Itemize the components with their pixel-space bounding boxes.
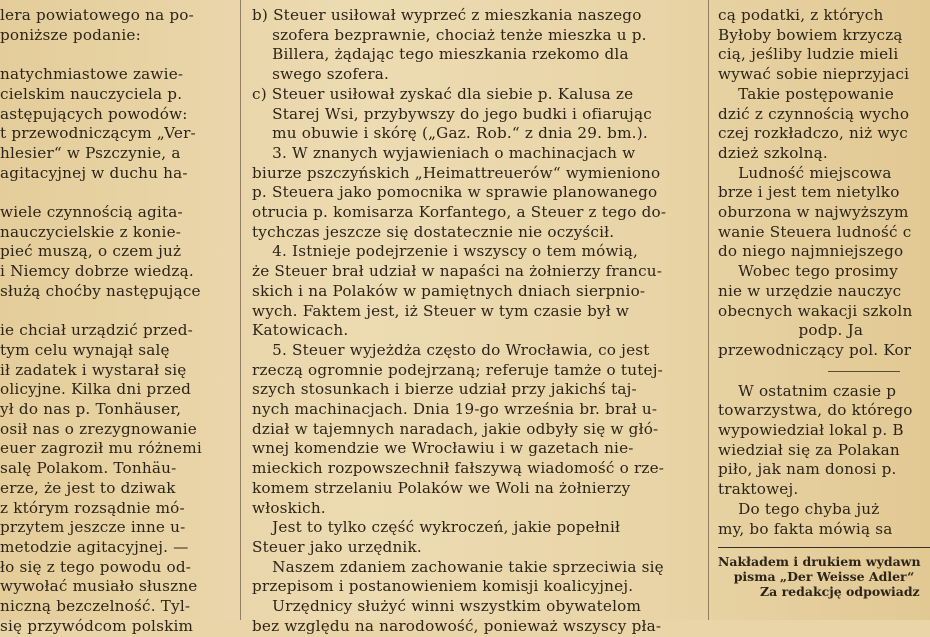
text-line: oburzona w najwyższym [718, 203, 909, 222]
text-line: hlesier“ w Pszczynie, a [0, 143, 181, 162]
text-line: 4. Istnieje podejrzenie i wszyscy o tem mówią, [252, 242, 639, 261]
text-line: agitacyjnej w duchu ha- [0, 163, 188, 182]
text-line: włoskich. [252, 498, 326, 517]
news-item [718, 382, 930, 540]
imprint [718, 554, 930, 599]
text-line: 3. W znanych wyjawieniach o machinacjach w [252, 143, 636, 162]
text-line: natychmiastowe zawie- [0, 65, 184, 84]
column-left [0, 6, 238, 637]
text-line: wypowiedział lokal p. B [718, 421, 904, 440]
text-line: przytem jeszcze inne u- [0, 518, 186, 537]
text-line: W ostatnim czasie p [718, 381, 897, 400]
article-continuation [718, 6, 930, 361]
text-line: pieć muszą, o czem już [0, 242, 182, 261]
text-line: wywać sobie nieprzyjaci [718, 65, 910, 84]
text-line: Urzędnicy służyć winni wszystkim obywatelom [252, 597, 642, 616]
text-line: cielskim nauczyciela p. [0, 84, 183, 103]
text-line: astępujących powodów: [0, 104, 188, 123]
text-line: służą choćby następujące [0, 281, 201, 300]
text-line: nych machinacjach. Dnia 19-go września br. brał u- [252, 400, 658, 419]
text-line: cią, jeśliby ludzie mieli [718, 45, 899, 64]
text-line: tym celu wynajął salę [0, 340, 170, 359]
imprint-line: Nakładem i drukiem wydawn [718, 554, 921, 570]
text-line: Billera, żądając tego mieszkania rzekomo dla [252, 45, 629, 64]
text-line: komem strzelaniu Polaków we Woli na żołnierzy [252, 478, 631, 497]
text-line: bez względu na narodowość, ponieważ wszyscy pła- [252, 616, 662, 635]
text-line: biurze pszczyńskich „Heimattreuerów“ wymieniono [252, 163, 661, 182]
text-line: wych. Faktem jest, iż Steuer w tym czasie był w [252, 301, 630, 320]
text-line: przewodniczący pol. Kor [718, 340, 912, 359]
text-line: szofera bezprawnie, chociaż tenże mieszka u p. [252, 25, 647, 44]
text-line: erze, że jest to dziwak [0, 478, 176, 497]
text-line: mieckich rozpowszechnił fałszywą wiadomość o rze- [252, 459, 665, 478]
text-line: lera powiatowego na po- [0, 6, 194, 24]
text-line [0, 183, 238, 203]
text-line [0, 302, 238, 322]
text-line: traktowej. [718, 480, 799, 499]
text-line: że Steuer brał udział w napaści na żołnierzy francu- [252, 262, 663, 281]
text-line: b) Steuer usiłował wyprzeć z mieszkania naszego [252, 6, 642, 24]
text-line: wiele czynnością agita- [0, 203, 183, 222]
text-line: Katowicach. [252, 321, 349, 340]
text-line: brze i jest tem nietylko [718, 183, 900, 202]
text-line: ie chciał urządzić przed- [0, 321, 193, 340]
text-line: swego szofera. [252, 65, 390, 84]
text-line: Naszem zdaniem zachowanie takie sprzeciwia się [252, 557, 664, 576]
text-line: salę Polakom. Tonhäu- [0, 459, 177, 478]
text-line: t przewodniczącym „Ver- [0, 124, 196, 143]
text-line: my, bo fakta mówią sa [718, 519, 893, 538]
text-line: ło się z tego powodu od- [0, 557, 192, 576]
column-divider-left [240, 0, 241, 620]
column-divider-right [708, 0, 709, 620]
text-line: 5. Steuer wyjeżdża często do Wrocławia, co jest [252, 340, 650, 359]
text-line: skich i na Polaków w pamiętnych dniach sierpnio- [252, 281, 646, 300]
text-line: Ludność miejscowa [718, 163, 892, 182]
text-line: nie w urzędzie nauczyc [718, 281, 902, 300]
imprint-line: pisma „Der Weisse Adler“ [733, 569, 915, 585]
text-line: Byłoby bowiem krzyczą [718, 25, 903, 44]
imprint-line: Za redakcję odpowiadz [760, 584, 920, 600]
text-line: się przywódcom polskim [0, 616, 194, 635]
article-separator [828, 371, 900, 372]
text-line: p. Steuera jako pomocnika w sprawie planowanego [252, 183, 658, 202]
text-line: piło, jak nam donosi p. [718, 460, 897, 479]
text-line: mu obuwie i skórę („Gaz. Rob.“ z dnia 29. bm.). [252, 124, 648, 143]
text-line: c) Steuer usiłował zyskać dla siebie p. Kalusa ze [252, 84, 634, 103]
text-line: Steuer jako urzędnik. [252, 537, 422, 556]
text-line: Jest to tylko część wykroczeń, jakie popełnił [252, 518, 621, 537]
text-line: Takie postępowanie [718, 84, 894, 103]
text-line: metodzie agitacyjnej. — [0, 537, 189, 556]
text-line: tychczas jeszcze się dostatecznie nie oczyścił. [252, 222, 615, 241]
text-line: wywołać musiało słuszne [0, 577, 198, 596]
text-line: Wobec tego prosimy [718, 262, 899, 281]
column-middle [252, 6, 704, 637]
text-line: nauczycielskie z konie- [0, 222, 182, 241]
text-line: euer zagroził mu różnemi [0, 439, 202, 458]
text-line: Starej Wsi, przybywszy do jego budki i ofiarując [252, 104, 652, 123]
text-line: ył do nas p. Tonhäuser, [0, 400, 182, 419]
text-line: wnej komendzie we Wrocławiu i w gazetach nie- [252, 439, 634, 458]
column-right [718, 6, 930, 599]
text-line [0, 45, 238, 65]
text-line: dzić z czynnością wycho [718, 104, 910, 123]
text-line: Do tego chyba już [718, 499, 880, 518]
text-line: do niego najmniejszego [718, 242, 904, 261]
text-line: olicyjne. Kilka dni przed [0, 380, 192, 399]
text-line: ił zadatek i wystarał się [0, 360, 187, 379]
text-line: towarzystwa, do którego [718, 401, 913, 420]
text-line: niczną bezczelność. Tyl- [0, 597, 191, 616]
text-line: wanie Steuera ludność c [718, 222, 912, 241]
text-line: cą podatki, z których [718, 6, 884, 24]
text-line: rzeczą ogromnie podejrzaną; referuje tamże o tutej- [252, 360, 663, 379]
text-line: szych stosunkach i bierze udział przy jakichś taj- [252, 380, 637, 399]
text-line: z którym rozsądnie mó- [0, 498, 185, 517]
text-line: obecnych wakacji szkoln [718, 301, 913, 320]
text-line: poniższe podanie: [0, 25, 141, 44]
text-line: otrucia p. komisarza Korfantego, a Steuer z tego do- [252, 203, 667, 222]
footer-separator [718, 547, 930, 548]
text-line: osił nas o zrezygnowanie [0, 419, 197, 438]
text-line: i Niemcy dobrze wiedzą. [0, 262, 194, 281]
text-line: dzież szkolną. [718, 143, 828, 162]
text-line: czej rozkładczo, niż wyc [718, 124, 909, 143]
text-line: przepisom i postanowieniem komisji koalicyjnej. [252, 577, 634, 596]
text-line: dział w tajemnych naradach, jakie odbyły się w głó- [252, 419, 659, 438]
text-line: podp. Ja [718, 321, 864, 340]
text-line: wiedział się za Polakan [718, 440, 900, 459]
